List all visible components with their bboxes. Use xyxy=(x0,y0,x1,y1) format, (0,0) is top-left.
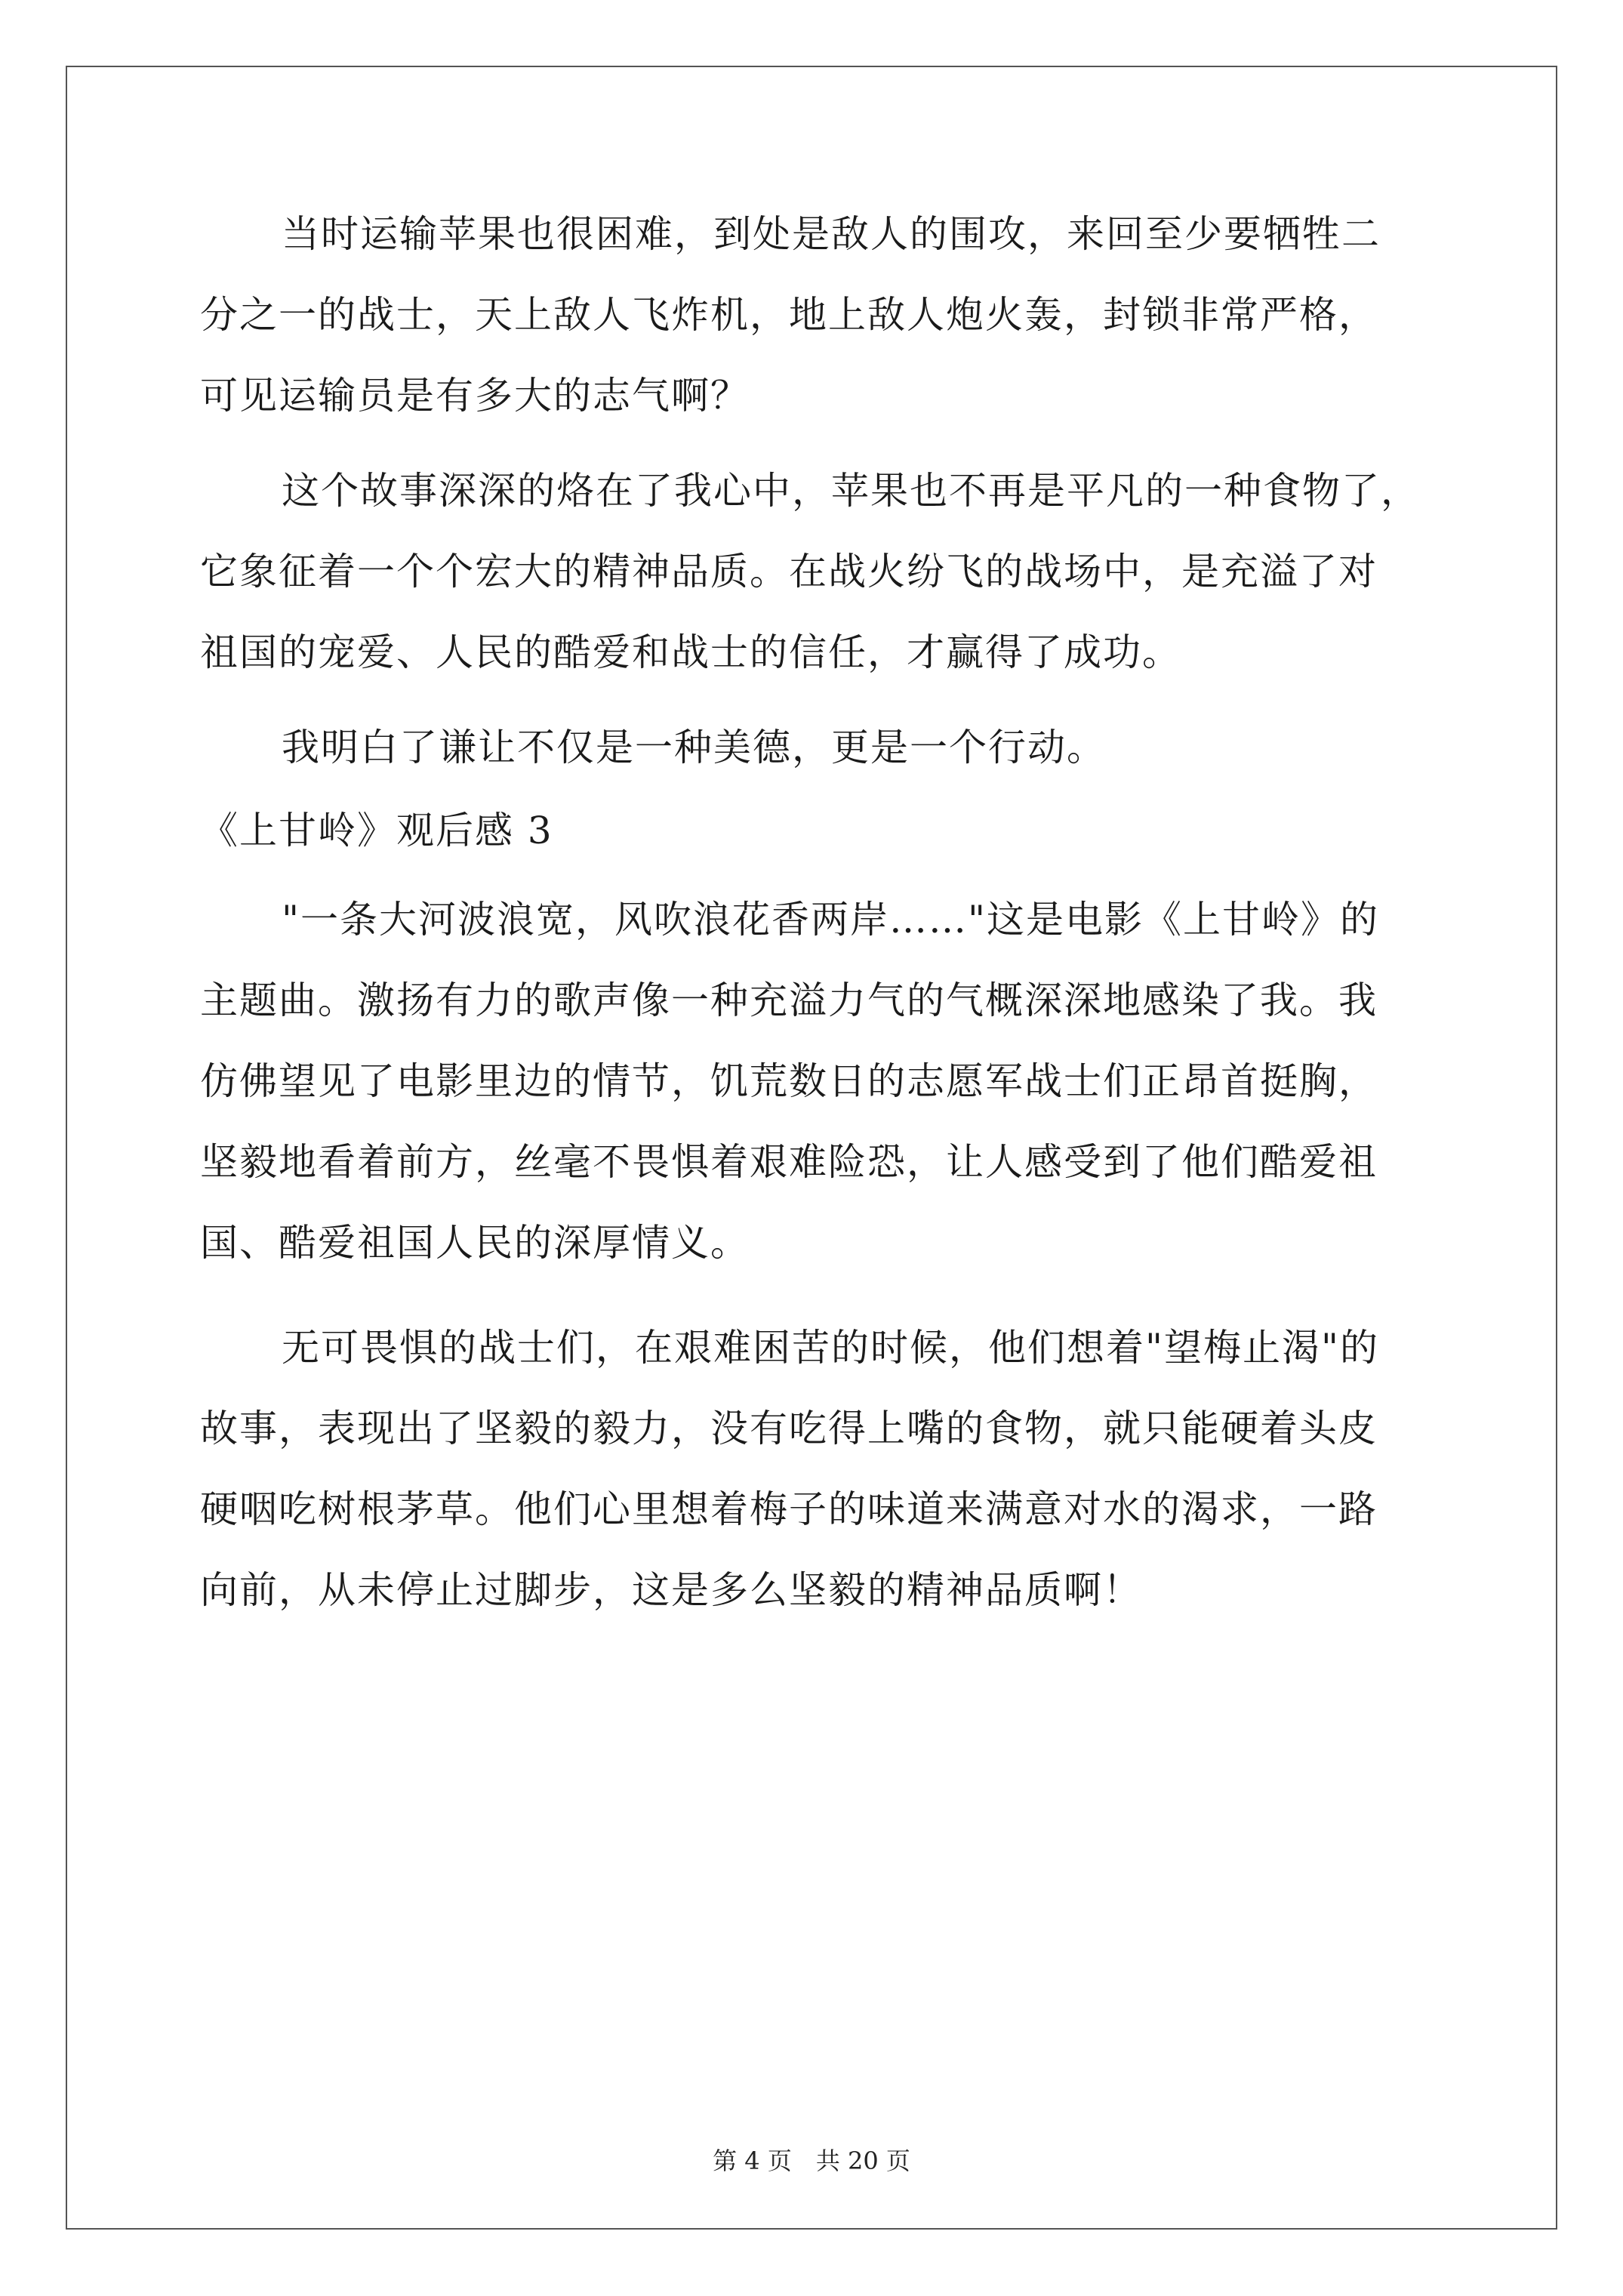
section-heading: 《上甘岭》观后感 3 xyxy=(200,809,553,852)
paragraph-line: 无可畏惧的战士们，在艰难困苦的时候，他们想着"望梅止渴"的 xyxy=(282,1326,1379,1370)
paragraph-line: 当时运输苹果也很困难，到处是敌人的围攻，来回至少要牺牲二 xyxy=(282,212,1381,256)
paragraph-line: 坚毅地看着前方，丝毫不畏惧着艰难险恐，让人感受到了他们酷爱祖 xyxy=(200,1140,1378,1184)
paragraph-line: 它象征着一个个宏大的精神品质。在战火纷飞的战场中，是充溢了对 xyxy=(200,550,1378,593)
paragraph-line: 仿佛望见了电影里边的情节，饥荒数日的志愿军战士们正昂首挺胸， xyxy=(200,1059,1378,1103)
paragraph-line: 主题曲。激扬有力的歌声像一种充溢力气的气概深深地感染了我。我 xyxy=(200,978,1378,1022)
page-number-footer: 第 4 页 共 20 页 xyxy=(713,2147,910,2175)
paragraph-line: 国、酷爱祖国人民的深厚情义。 xyxy=(200,1221,750,1265)
paragraph-line: 硬咽吃树根茅草。他们心里想着梅子的味道来满意对水的渴求，一路 xyxy=(200,1487,1378,1531)
paragraph-line: 分之一的战士，天上敌人飞炸机，地上敌人炮火轰，封锁非常严格， xyxy=(200,293,1378,337)
paragraph-line: 向前，从未停止过脚步，这是多么坚毅的精神品质啊！ xyxy=(200,1568,1142,1612)
paragraph-line: 故事，表现出了坚毅的毅力，没有吃得上嘴的食物，就只能硬着头皮 xyxy=(200,1407,1378,1450)
paragraph-line: 我明白了谦让不仅是一种美德，更是一个行动。 xyxy=(282,726,1106,769)
paragraph-line: 可见运输员是有多大的志气啊？ xyxy=(200,374,750,418)
paragraph-line: "一条大河波浪宽，风吹浪花香两岸……"这是电影《上甘岭》的 xyxy=(282,898,1379,942)
paragraph-line: 这个故事深深的烙在了我心中，苹果也不再是平凡的一种食物了， xyxy=(282,469,1420,513)
paragraph-line: 祖国的宠爱、人民的酷爱和战士的信任，才赢得了成功。 xyxy=(200,630,1181,674)
